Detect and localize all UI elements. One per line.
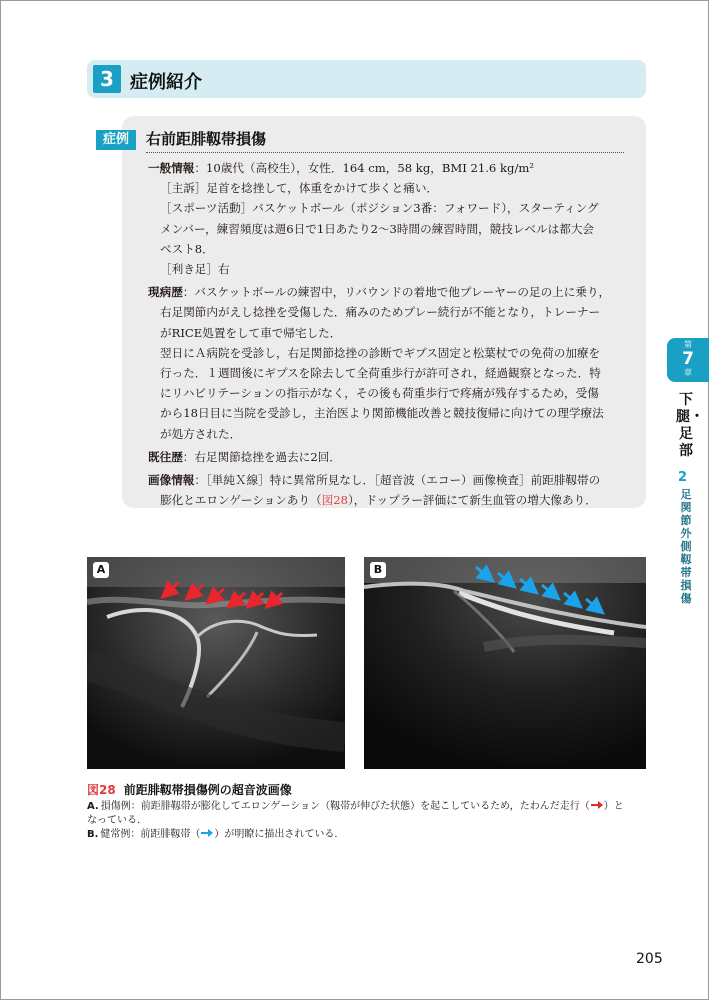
history-label: 現病歴 — [148, 285, 183, 300]
panel-a-label: A — [93, 562, 109, 578]
chapter-suffix: 章 — [684, 368, 692, 377]
imaging-label: 画像情報 — [148, 473, 195, 488]
figure-title: 図28 前距腓靱帯損傷例の超音波画像 — [87, 783, 292, 797]
chapter-number: 7 — [682, 349, 694, 369]
history-line-7: から18日目に当院を受診し，主治医より関節機能改善と競技復帰に向けての理学療法 — [160, 406, 604, 421]
page-number: 205 — [636, 951, 663, 967]
case-title: 右前距腓靱帯損傷 — [146, 130, 267, 148]
blue-arrow-icon — [200, 828, 214, 838]
history-line-8: が処方された． — [160, 426, 242, 441]
ultrasound-b-graphic — [364, 557, 646, 769]
past-label: 既往歴 — [148, 449, 183, 464]
imaging-line-1: 画像情報：［単純Ｘ線］特に異常所見なし．［超音波（エコー）画像検査］前距腓靱帯の — [148, 473, 601, 488]
sports-line-3: ベスト8． — [160, 241, 214, 256]
chapter-tab — [667, 338, 709, 382]
history-line-5: 行った．１週間後にギプスを除去して全荷重歩行が許可され，経過観察となった．特 — [160, 366, 601, 381]
side-section-title: 足関節外側靱帯損傷 — [680, 488, 692, 605]
past-history: 既往歴：右足関節捻挫を過去に2回． — [148, 449, 341, 464]
case-tag: 症例 — [96, 130, 136, 150]
sports-line-2: メンバー，練習頻度は週6日で1日あたり2～3時間の練習時間，競技レベルは都大会 — [160, 221, 595, 236]
chapter-title: 下腿・足部 — [676, 392, 704, 459]
chapter-prefix: 第 — [684, 340, 692, 349]
dominant-foot: ［利き足］右 — [160, 262, 230, 277]
figure-note-b: B. 健常例：前距腓靱帯（ ）が明瞭に描出されている． — [87, 829, 345, 840]
section-header — [87, 60, 646, 98]
section-title: 症例紹介 — [130, 72, 202, 93]
history-line-4: 翌日にＡ病院を受診し，右足関節捻挫の診断でギプス固定と松葉杖での免荷の加療を — [160, 345, 601, 360]
section-number: 3 — [93, 65, 121, 93]
figure-reference-link[interactable]: 図28 — [321, 493, 348, 508]
ultrasound-image-a — [87, 557, 345, 769]
case-body — [148, 158, 626, 510]
case-divider — [146, 152, 624, 153]
complaint: ［主訴］足首を捻挫して，体重をかけて歩くと痛い． — [160, 181, 439, 196]
history-line-1: 現病歴：バスケットボールの練習中，リバウンドの着地で他プレーヤーの足の上に乗り， — [148, 285, 611, 300]
ultrasound-a-graphic — [87, 557, 345, 769]
history-line-3: がRICE処置をして車で帰宅した． — [160, 325, 342, 340]
figure-note-a: A. 損傷例：前距腓靱帯が膨化してエロンゲーション（靱帯が伸びた状態）を起こしているため，たわんだ走行（ ）と なっている． — [87, 801, 624, 826]
history-line-2: 右足関節内がえし捻挫を受傷した．痛みのためプレー続行が不能となり，トレーナー — [160, 305, 601, 320]
figure-number: 図28 — [87, 783, 116, 797]
panel-b-label: B — [370, 562, 386, 578]
side-section-number: 2 — [678, 470, 688, 485]
red-arrow-icon — [590, 800, 604, 810]
general-info: 一般情報：10歳代（高校生），女性．164 cm，58 kg，BMI 21.6 kg/m² — [148, 161, 534, 175]
general-label: 一般情報 — [148, 161, 195, 175]
history-line-6: にリハビリテーションの指示がなく，その後も荷重歩行で疼痛が残存するため，受傷 — [160, 386, 599, 401]
imaging-line-2: 膨化とエロンゲーションあり（図28），ドップラー評価にて新生血管の増大像あり． — [160, 493, 597, 508]
sports-line-1: ［スポーツ活動］バスケットボール（ポジション3番：フォワード），スターティング — [160, 201, 599, 216]
ultrasound-image-b — [364, 557, 646, 769]
